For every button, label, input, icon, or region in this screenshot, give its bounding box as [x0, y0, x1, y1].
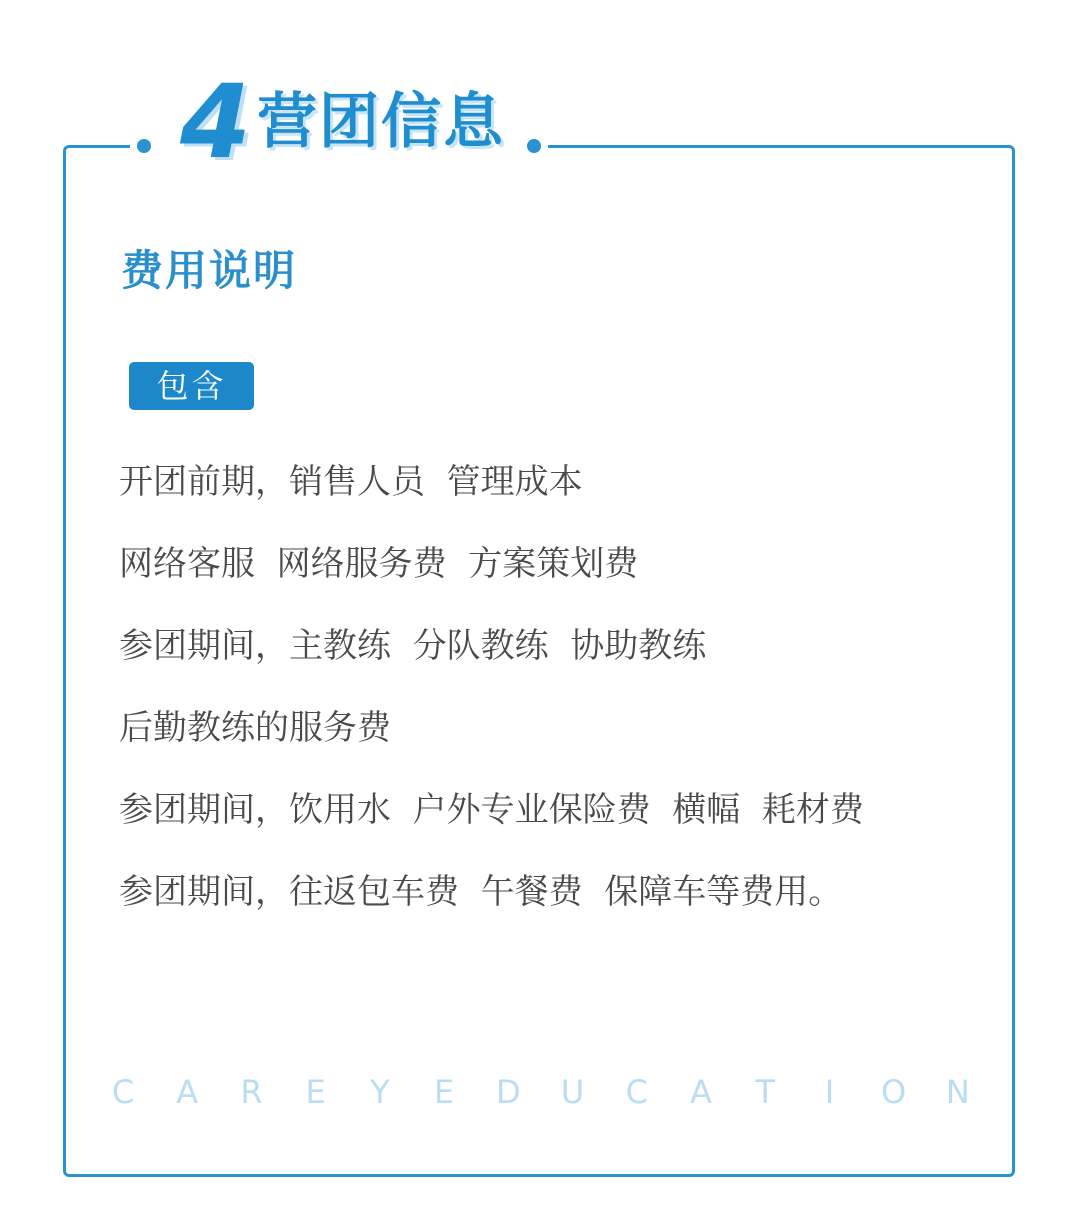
brand-letter: A	[690, 1073, 712, 1111]
fee-subtitle: 费用说明	[121, 246, 298, 295]
frame-dot-left	[137, 139, 151, 153]
brand-letter: A	[176, 1073, 199, 1111]
fee-item: 参团期间，主教练 分队教练 协助教练	[119, 626, 707, 666]
brand-letter: U	[560, 1073, 585, 1111]
brand-letter: E	[305, 1073, 326, 1111]
brand-letter: O	[881, 1073, 907, 1111]
brand-letter: N	[945, 1073, 970, 1111]
fee-item: 参团期间，饮用水 户外专业保险费 横幅 耗材费	[119, 790, 864, 830]
fee-item: 参团期间，往返包车费 午餐费 保障车等费用。	[119, 872, 843, 912]
included-badge: 包含	[129, 362, 254, 410]
brand-letter: R	[240, 1073, 263, 1111]
brand-watermark	[108, 1072, 973, 1112]
brand-letter: E	[433, 1073, 455, 1111]
fee-items-list	[119, 460, 864, 952]
brand-letter: C	[111, 1073, 135, 1111]
section-title: 营团信息	[257, 87, 505, 157]
fee-item: 网络客服 网络服务费 方案策划费	[119, 544, 639, 584]
brand-letter: T	[755, 1073, 775, 1111]
fee-item: 后勤教练的服务费	[119, 708, 391, 748]
brand-letter: Y	[370, 1073, 390, 1111]
frame-dot-right	[527, 139, 541, 153]
fee-item: 开团前期，销售人员 管理成本	[119, 462, 583, 502]
brand-letter: C	[625, 1073, 648, 1111]
brand-letter: I	[824, 1073, 835, 1111]
brand-letter: D	[495, 1073, 521, 1111]
section-number: 4	[180, 63, 251, 182]
